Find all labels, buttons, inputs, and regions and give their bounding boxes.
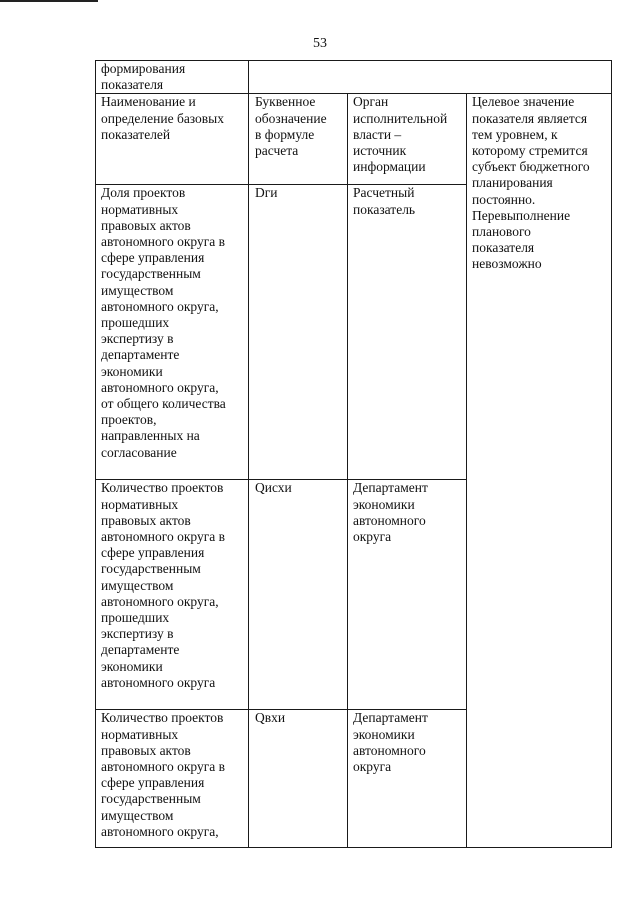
indicator-symbol-cell: Dги — [249, 185, 348, 480]
header-name-cell: Наименование и определение базовых показателей — [96, 94, 249, 185]
target-note-cell: Целевое значение показателя является тем уровнем, к которому стремится субъект бюджетного планирования постоянно. Перевыполнение планового показателя невозможно — [467, 94, 612, 848]
continuation-empty-cell — [249, 61, 612, 94]
continuation-label-cell: формирования показателя — [96, 61, 249, 94]
indicator-source-cell: Департамент экономики автономного округа — [348, 710, 467, 848]
indicator-name-cell: Количество проектов нормативных правовых актов автономного округа в сфере управления государственным имуществом автономного округа, — [96, 710, 249, 848]
indicator-source-cell: Департамент экономики автономного округа — [348, 480, 467, 710]
corner-scan-line — [0, 0, 98, 2]
indicator-name-cell: Доля проектов нормативных правовых актов автономного округа в сфере управления государственным имуществом автономного округа, прошедших экспертизу в департаменте экономики автономного округа, от общего количества проектов, направленных на согласование — [96, 185, 249, 480]
indicator-table — [95, 60, 612, 848]
header-symbol-cell: Буквенное обозначение в формуле расчета — [249, 94, 348, 185]
indicator-symbol-cell: Qисхи — [249, 480, 348, 710]
table-row-continuation — [96, 61, 612, 94]
indicator-source-cell: Расчетный показатель — [348, 185, 467, 480]
indicator-symbol-cell: Qвхи — [249, 710, 348, 848]
header-source-cell: Орган исполнительной власти – источник информации — [348, 94, 467, 185]
indicator-name-cell: Количество проектов нормативных правовых актов автономного округа в сфере управления государственным имуществом автономного округа, прошедших экспертизу в департаменте экономики автономного округа — [96, 480, 249, 710]
table-header-row — [96, 94, 612, 185]
page-number: 53 — [313, 36, 327, 51]
